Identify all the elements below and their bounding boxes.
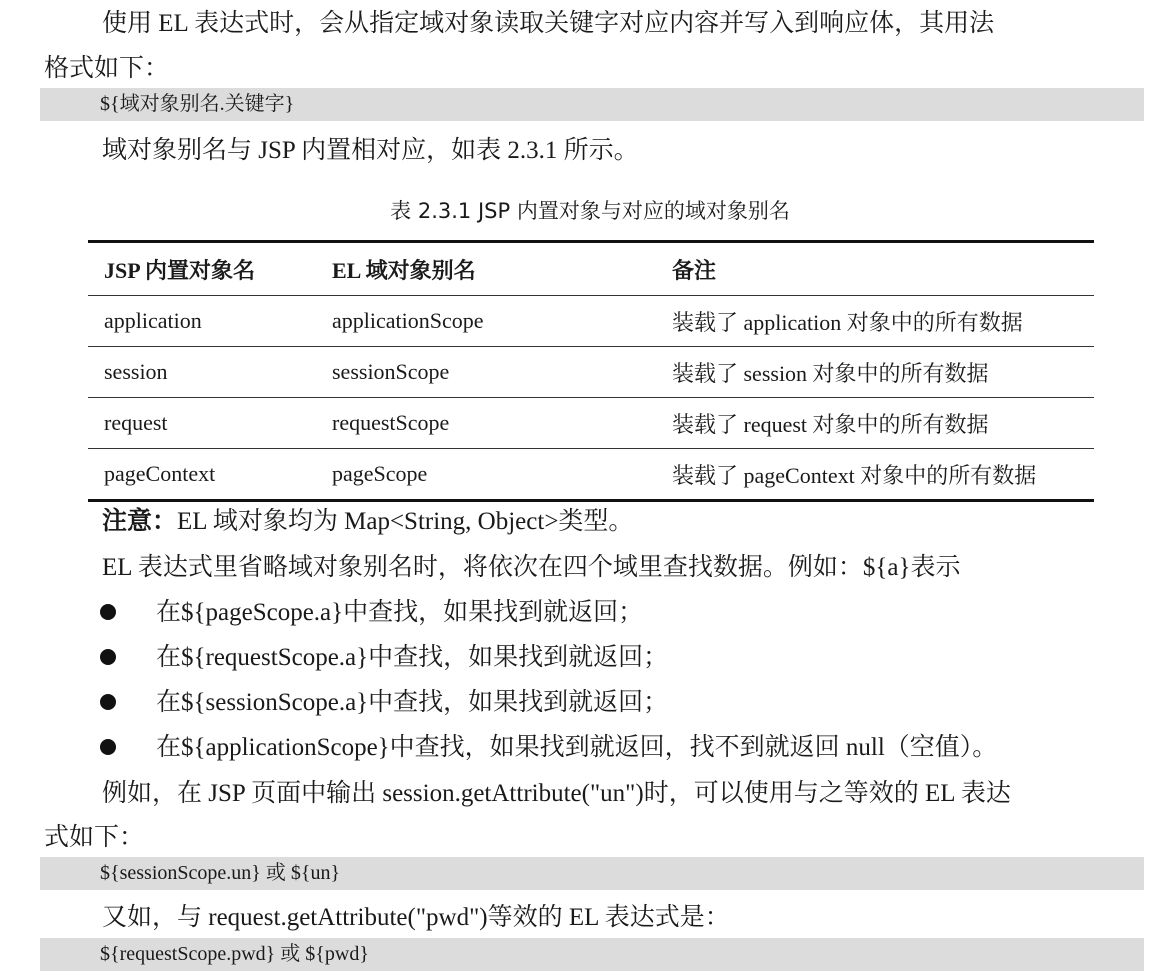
bullet-icon (100, 739, 116, 755)
list-item-text: 在${requestScope.a}中查找，如果找到就返回； (156, 644, 669, 671)
table-cell: sessionScope (316, 347, 656, 398)
scope-table (88, 240, 1094, 502)
table-caption: 表 2.3.1 JSP 内置对象与对应的域对象别名 (390, 199, 790, 223)
table-cell: requestScope (316, 398, 656, 449)
table-header-row (88, 242, 1094, 296)
table-row (88, 296, 1094, 347)
table-cell: session (88, 347, 316, 398)
table-row (88, 347, 1094, 398)
list-item (100, 636, 668, 680)
table-cell: 装载了 pageContext 对象中的所有数据 (656, 449, 1094, 501)
bullet-icon (100, 694, 116, 710)
table-row (88, 398, 1094, 449)
intro-paragraph-line1: 使用 EL 表达式时，会从指定域对象读取关键字对应内容并写入到响应体，其用法 (102, 10, 995, 37)
list-item (100, 726, 997, 770)
bullet-icon (100, 649, 116, 665)
list-item-text: 在${applicationScope}中查找，如果找到就返回，找不到就返回 null（空值）。 (156, 734, 998, 761)
code-block-example1: ${sessionScope.un} 或 ${un} (40, 857, 1144, 890)
intro-paragraph-line2: 格式如下： (44, 55, 170, 82)
code-block-format: ${域对象别名.关键字} (40, 88, 1144, 121)
list-item-text: 在${sessionScope.a}中查找，如果找到就返回； (156, 689, 669, 716)
list-item (100, 681, 668, 725)
table-header-cell: JSP 内置对象名 (88, 242, 316, 296)
table-row (88, 449, 1094, 501)
table-header-cell: EL 域对象别名 (316, 242, 656, 296)
example2-paragraph: 又如，与 request.getAttribute("pwd")等效的 EL 表达式是： (102, 904, 730, 931)
table-cell: 装载了 application 对象中的所有数据 (656, 296, 1094, 347)
code-block-example2: ${requestScope.pwd} 或 ${pwd} (40, 938, 1144, 971)
table-header-cell: 备注 (656, 242, 1094, 296)
note-text: EL 域对象均为 Map<String, Object>类型。 (177, 508, 634, 535)
note-label: 注意： (102, 508, 178, 535)
note-paragraph (102, 500, 633, 544)
bullet-icon (100, 604, 116, 620)
list-item (100, 591, 643, 635)
search-intro-paragraph: EL 表达式里省略域对象别名时，将依次在四个域里查找数据。例如：${a}表示 (102, 554, 961, 581)
table-cell: pageScope (316, 449, 656, 501)
table-cell: pageContext (88, 449, 316, 501)
table-cell: request (88, 398, 316, 449)
table-cell: application (88, 296, 316, 347)
example1-paragraph-line2: 式如下： (44, 824, 145, 851)
list-item-text: 在${pageScope.a}中查找，如果找到就返回； (156, 599, 644, 626)
table-cell: 装载了 session 对象中的所有数据 (656, 347, 1094, 398)
alias-intro-paragraph: 域对象别名与 JSP 内置相对应，如表 2.3.1 所示。 (102, 137, 639, 164)
table-cell: 装载了 request 对象中的所有数据 (656, 398, 1094, 449)
example1-paragraph-line1: 例如，在 JSP 页面中输出 session.getAttribute("un")时，可以使用与之等效的 EL 表达 (102, 780, 1011, 807)
table-cell: applicationScope (316, 296, 656, 347)
